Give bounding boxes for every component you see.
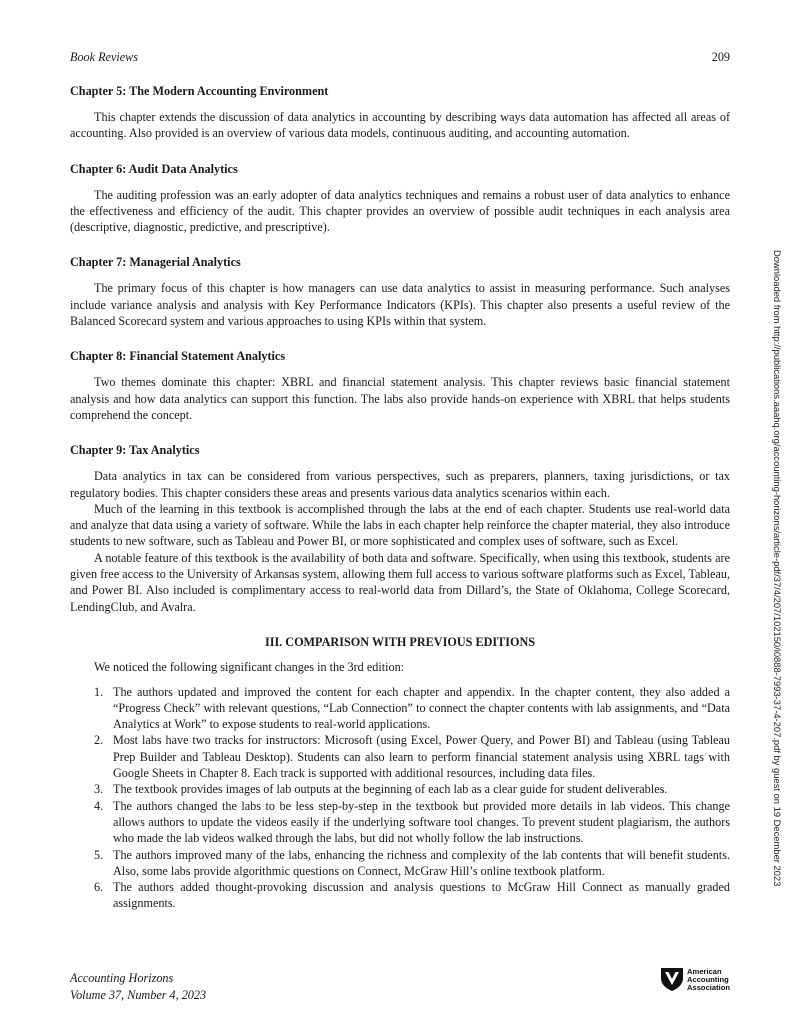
chapter-heading: Chapter 9: Tax Analytics [70, 443, 200, 458]
list-item [70, 732, 730, 781]
paragraph: A notable feature of this textbook is the availability of both data and software. Specifically, when using this textbook, students are given free access to the University of Arkansas system, allowing them full access to various software platforms such as Excel, Tableau, and Power BI. Also included is complimentary access to real-world data from Dillard’s, the State of Oklahoma, College Scorecard, LendingClub, and Avalra. [70, 550, 730, 614]
page-number: 209 [711, 50, 730, 64]
paragraph: The primary focus of this chapter is how managers can use data analytics to assist in measuring performance. Such analyses include variance analysis and analysis with Key Performance Indicators (KPIs). This chapter also presents a useful review of the Balanced Scorecard system and various approaches to using KPIs within that system. [70, 281, 730, 329]
paragraph: The auditing profession was an early adopter of data analytics techniques and remains a robust user of data analytics to enhance the effectiveness and efficiency of the audit. This chapter provides an overview of possible audit techniques in each analysis area (descriptive, diagnostic, predictive, and prescriptive). [70, 187, 730, 235]
section-heading: III. COMPARISON WITH PREVIOUS EDITIONS [264, 634, 536, 649]
list-number: 2. [94, 733, 104, 748]
aaa-logo-text [687, 968, 730, 993]
chapter-heading: Chapter 5: The Modern Accounting Environment [70, 84, 329, 98]
running-head-section: Book Reviews [70, 50, 139, 64]
list-number: 5. [94, 847, 104, 862]
list-number: 3. [94, 782, 104, 797]
list-item-text: The authors updated and improved the content for each chapter and appendix. In the chapter content, they also added a “Progress Check” with relevant questions, “Lab Connection” to connect the chapter contents with lab assignments, and “Data Analytics at Work” to expose students to real-world applications. [113, 684, 730, 732]
paragraph: We noticed the following significant changes in the 3rd edition: [94, 660, 405, 675]
list-item-text: The authors added thought-provoking discussion and analysis questions to McGraw Hill Connect as manually graded assignments. [113, 880, 730, 911]
list-item-text: The authors improved many of the labs, enhancing the richness and complexity of the lab contents that will benefit students. Also, some labs provide algorithmic questions on Connect, McGraw Hill’s online textbook platform. [113, 847, 730, 878]
article-body [70, 83, 730, 912]
aaa-shield-icon [660, 966, 684, 992]
chapter-heading: Chapter 6: Audit Data Analytics [70, 161, 238, 176]
paragraph: This chapter extends the discussion of data analytics in accounting by describing ways data automation has affected all areas of accounting. Also provided is an overview of various data models, continuous auditing, and accounting automation. [70, 110, 730, 141]
changes-list [70, 684, 730, 912]
download-watermark [770, 250, 783, 887]
list-item [70, 781, 730, 797]
running-head [70, 50, 730, 68]
download-watermark-text: Downloaded from http://publications.aaahq.org/accounting-horizons/article-pdf/37/4/207/102150/i0888-7993-37-4-207.pdf by guest on 19 December 2023 [772, 250, 783, 887]
list-item-text: The textbook provides images of lab outputs at the beginning of each lab as a clear guide for student deliverables. [113, 782, 668, 797]
list-number: 4. [94, 798, 104, 813]
chapter-heading: Chapter 7: Managerial Analytics [70, 255, 241, 270]
paragraph: Two themes dominate this chapter: XBRL and financial statement analysis. This chapter reviews basic financial statement analysis and how data analytics can support this function. The labs also provide hands-on experience with XBRL that helps students comprehend the concept. [70, 375, 730, 422]
footer-volume: Volume 37, Number 4, 2023 [70, 988, 207, 1002]
logo-line: American [687, 967, 722, 976]
paragraph: Much of the learning in this textbook is accomplished through the labs at the end of each chapter. Students use real-world data and analyze that data using a variety of software. While the labs in each chapter help reinforce the chapter material, they also introduce students to new software, such as Tableau and Power BI, or more sophisticated and complex uses of software, such as Excel. [70, 501, 730, 549]
paragraph: Data analytics in tax can be considered from various perspectives, such as preparers, planners, taxing jurisdictions, or tax regulatory bodies. This chapter considers these areas and presents various data analytics scenarios within each. [70, 469, 730, 500]
list-item-text: Most labs have two tracks for instructors: Microsoft (using Excel, Power Query, and Power BI) and Tableau (using Tableau Prep Builder and Tableau Desktop). Students can also learn to perform financial statement analysis using XBRL tags with Google Sheets in Chapter 8. Each track is supported with additional resources, including data files. [113, 733, 730, 781]
aaa-logo [660, 966, 732, 996]
list-item-text: The authors changed the labs to be less step-by-step in the textbook but provided more details in lab videos. This change allows authors to update the videos easily if the underlying software tool changes. To prevent student plagiarism, the authors who made the lab videos walked through the labs, but did not wholly follow the lab instructions. [113, 798, 730, 846]
list-item [70, 684, 730, 733]
list-item [70, 879, 730, 912]
list-number: 1. [94, 684, 104, 699]
list-item [70, 798, 730, 847]
footer-journal: Accounting Horizons [70, 971, 174, 985]
logo-line: Association [687, 983, 731, 993]
footer [70, 970, 206, 1004]
list-item [70, 847, 730, 880]
logo-line: Accounting [687, 975, 729, 985]
chapter-heading: Chapter 8: Financial Statement Analytics [70, 349, 286, 364]
list-number: 6. [94, 880, 104, 895]
